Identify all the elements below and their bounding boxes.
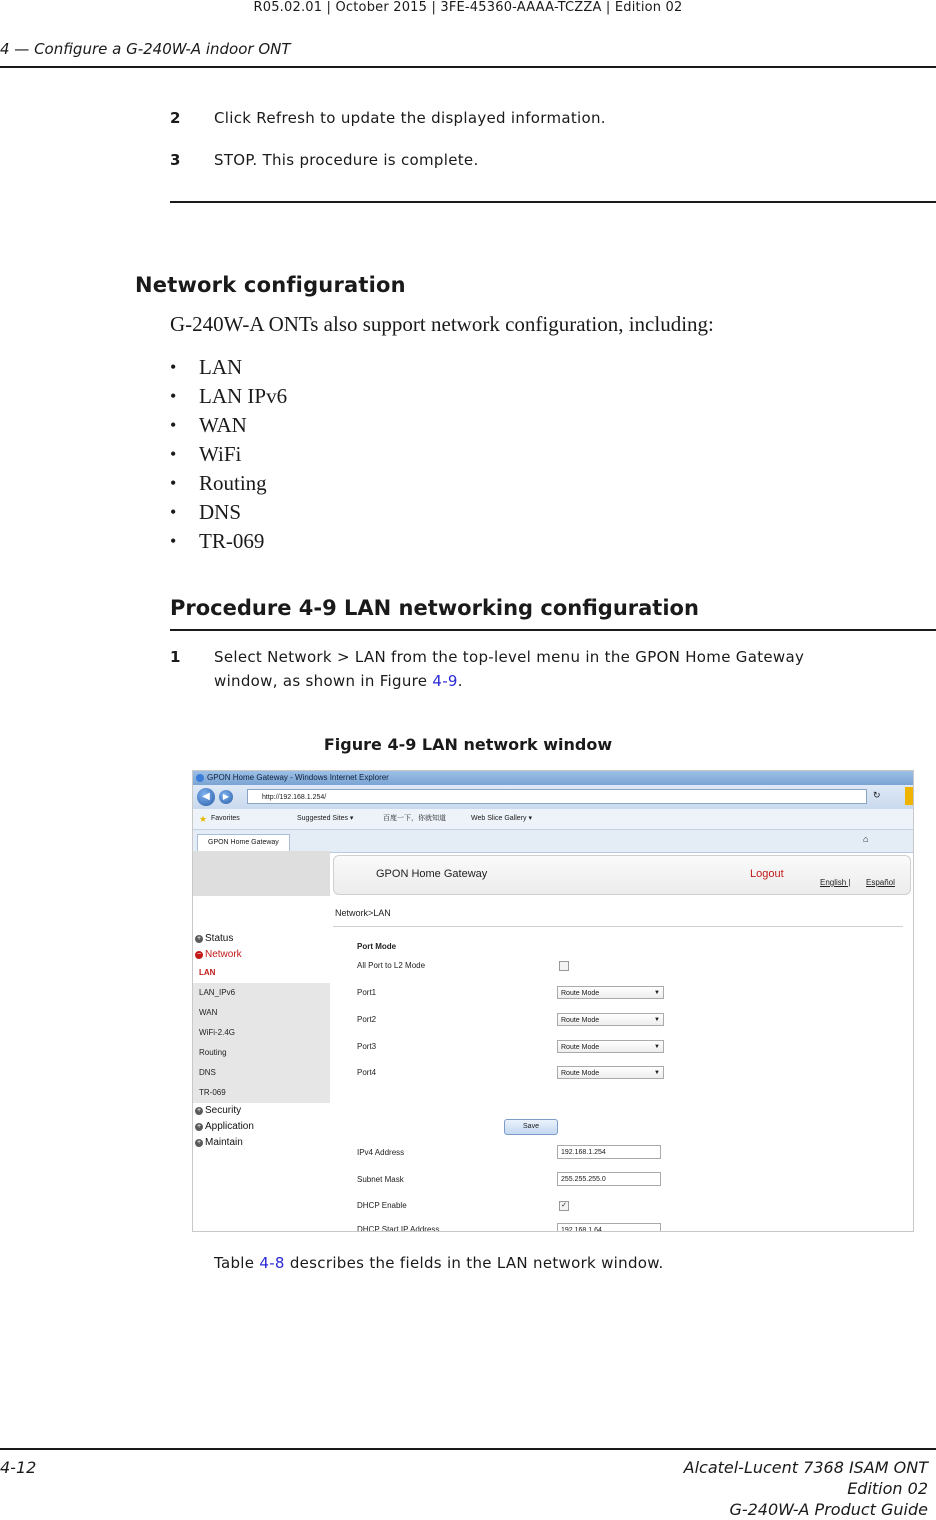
suggested-sites-link[interactable]: Suggested Sites ▾ [297, 815, 354, 822]
chapter-title: 4 — Configure a G-240W-A indoor ONT [0, 40, 291, 58]
ipv4-input[interactable]: 192.168.1.254 [557, 1145, 661, 1159]
step-text: Select Network > LAN from the top-level menu in the GPON Home Gateway [214, 648, 805, 666]
port4-select[interactable]: Route Mode ▼ [557, 1066, 664, 1079]
port-mode-heading: Port Mode [357, 942, 397, 951]
menu-security[interactable]: + Security [196, 1105, 242, 1116]
browser-title-bar: GPON Home Gateway - Windows Internet Explorer [193, 771, 913, 785]
port3-label: Port3 [357, 1042, 377, 1051]
minus-icon: − [196, 951, 202, 958]
list-item: • WiFi [170, 440, 287, 469]
list-item: • Routing [170, 469, 287, 498]
edition: Edition 02 [847, 1479, 928, 1498]
sidebar-item-lan-ipv6[interactable]: LAN_IPv6 [193, 983, 330, 1003]
list-item: • LAN [170, 353, 287, 382]
web-slice-link[interactable]: Web Slice Gallery ▾ [471, 815, 532, 822]
list-item: • LAN IPv6 [170, 382, 287, 411]
step-text-continued: window, as shown in Figure 4-9. [214, 672, 463, 690]
list-item: • WAN [170, 411, 287, 440]
step-text: Click Refresh to update the displayed information. [214, 109, 606, 127]
all-port-l2-label: All Port to L2 Mode [357, 961, 426, 970]
bullet-icon: • [170, 415, 177, 435]
toolbar-badge-icon [905, 787, 914, 805]
sidebar-item-lan[interactable]: LAN [193, 963, 330, 983]
procedure-title: Procedure 4-9 LAN networking configuration [170, 596, 699, 620]
bullet-icon: • [170, 473, 177, 493]
plus-icon: + [196, 1107, 202, 1114]
browser-tab-bar [193, 830, 913, 853]
menu-status[interactable]: + Status [196, 933, 234, 944]
chevron-down-icon: ▼ [654, 1017, 660, 1023]
port1-select[interactable]: Route Mode ▼ [557, 986, 664, 999]
all-port-l2-checkbox[interactable] [559, 961, 569, 971]
bullet-icon: • [170, 357, 177, 377]
subnet-input[interactable]: 255.255.255.0 [557, 1172, 661, 1186]
step-number: 2 [170, 109, 181, 127]
url-input[interactable]: http://192.168.1.254/ [247, 789, 867, 804]
bullet-icon: • [170, 386, 177, 406]
menu-maintain[interactable]: + Maintain [196, 1137, 243, 1148]
logout-link[interactable]: Logout [750, 868, 784, 880]
guide-name: G-240W-A Product Guide [729, 1500, 928, 1519]
header-rule [0, 66, 936, 68]
bullet-icon: • [170, 444, 177, 464]
bullet-icon: • [170, 502, 177, 522]
sidebar-menu [193, 931, 330, 1151]
star-icon: ★ [199, 814, 208, 824]
sidebar-top-panel [193, 851, 330, 896]
plus-icon: + [196, 935, 202, 942]
ie-logo-icon [196, 774, 204, 782]
footer-rule [0, 1448, 936, 1450]
sidebar-item-routing[interactable]: Routing [193, 1043, 330, 1063]
gateway-app [193, 851, 914, 1232]
favorites-button[interactable]: Favorites [211, 815, 240, 822]
port2-select[interactable]: Route Mode ▼ [557, 1013, 664, 1026]
chevron-down-icon: ▼ [654, 990, 660, 996]
espanol-link[interactable]: Español [866, 878, 895, 887]
browser-address-bar [193, 785, 913, 809]
breadcrumb-rule [333, 926, 903, 927]
dhcp-enable-checkbox[interactable]: ✓ [559, 1201, 569, 1211]
list-item: • DNS [170, 498, 287, 527]
product-name: Alcatel-Lucent 7368 ISAM ONT [683, 1458, 928, 1477]
port2-label: Port2 [357, 1015, 377, 1024]
table-reference: Table 4-8 describes the fields in the LAN network window. [214, 1254, 664, 1272]
subnet-label: Subnet Mask [357, 1175, 404, 1184]
feature-list [170, 353, 287, 556]
plus-icon: + [196, 1123, 202, 1130]
dhcp-start-input[interactable]: 192.168.1.64 [557, 1223, 661, 1232]
sidebar-item-wifi[interactable]: WiFi-2.4G [193, 1023, 330, 1043]
plus-icon: + [196, 1139, 202, 1146]
figure-link[interactable]: 4-9 [432, 672, 458, 690]
favorites-bar [193, 809, 913, 830]
lan-network-screenshot [192, 770, 914, 1232]
browser-tab[interactable]: GPON Home Gateway [197, 834, 290, 852]
menu-network[interactable]: − Network [196, 949, 242, 960]
refresh-icon[interactable]: ↻ [873, 790, 881, 800]
step-number: 1 [170, 648, 181, 666]
page-number: 4-12 [0, 1458, 37, 1477]
procedure-rule [170, 629, 936, 631]
english-link[interactable]: English | [820, 878, 851, 887]
home-icon[interactable]: ⌂ [863, 834, 869, 844]
app-title: GPON Home Gateway [376, 868, 488, 880]
menu-application[interactable]: + Application [196, 1121, 254, 1132]
forward-icon[interactable]: ▶ [219, 790, 233, 804]
dhcp-enable-label: DHCP Enable [357, 1201, 407, 1210]
baidu-link[interactable]: 百度一下，你就知道 [383, 815, 446, 822]
step-text: STOP. This procedure is complete. [214, 151, 479, 169]
back-icon[interactable]: ◀ [197, 788, 215, 806]
port3-select[interactable]: Route Mode ▼ [557, 1040, 664, 1053]
dhcp-start-label: DHCP Start IP Address [357, 1225, 440, 1232]
breadcrumb: Network>LAN [335, 908, 391, 918]
sidebar-item-tr069[interactable]: TR-069 [193, 1083, 330, 1103]
save-button[interactable]: Save [504, 1119, 558, 1135]
step-number: 3 [170, 151, 181, 169]
list-item: • TR-069 [170, 527, 287, 556]
section-title: Network configuration [135, 273, 406, 297]
sidebar-item-dns[interactable]: DNS [193, 1063, 330, 1083]
chevron-down-icon: ▼ [654, 1070, 660, 1076]
figure-caption: Figure 4-9 LAN network window [323, 735, 613, 754]
ipv4-label: IPv4 Address [357, 1148, 405, 1157]
document-reference: R05.02.01 | October 2015 | 3FE-45360-AAAA-TCZZA | Edition 02 [253, 0, 683, 15]
procedure-end-rule [170, 201, 936, 203]
bullet-icon: • [170, 531, 177, 551]
section-intro: G-240W-A ONTs also support network configuration, including: [170, 312, 714, 336]
table-link[interactable]: 4-8 [259, 1254, 285, 1272]
port1-label: Port1 [357, 988, 377, 997]
chevron-down-icon: ▼ [654, 1044, 660, 1050]
app-header [333, 855, 911, 895]
port4-label: Port4 [357, 1068, 377, 1077]
sidebar-item-wan[interactable]: WAN [193, 1003, 330, 1023]
